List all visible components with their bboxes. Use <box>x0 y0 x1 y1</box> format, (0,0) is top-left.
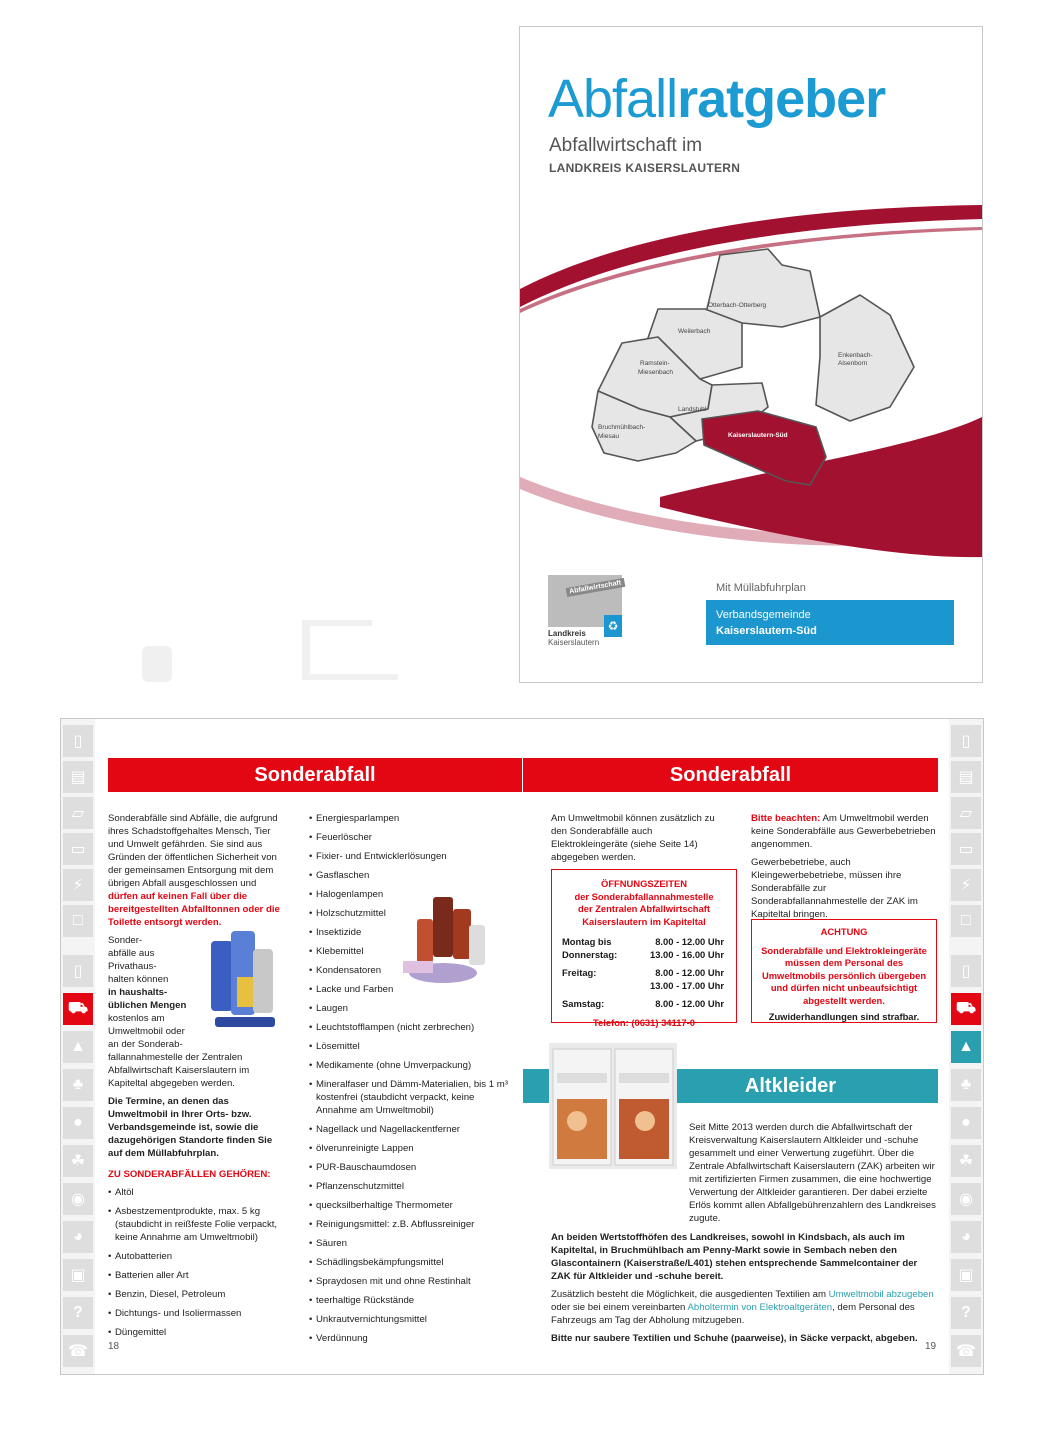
medicine-bottles-photo <box>399 889 499 999</box>
gewerbe-text: Gewerbebetriebe, auch Kleingewerbebetriebe, müssen ihre Sonderabfälle zur Sonderabfallannahmestelle der ZAK im Kapiteltal bringen. <box>751 857 918 920</box>
intro-line: Sonder- <box>108 935 143 946</box>
hours-day: Montag bis <box>562 936 612 947</box>
cover-subtitle-region: LANDKREIS KAISERSLAUTERN <box>549 161 741 175</box>
hours-phone: Telefon: (0631) 34117-0 <box>593 1016 695 1028</box>
question-icon: ? <box>63 1297 93 1329</box>
can-icon: ▭ <box>951 833 981 865</box>
list-item: • Reinigungsmittel: z.B. Abflussreiniger <box>309 1218 509 1231</box>
umweltmobil-link[interactable]: Umweltmobil abzugeben <box>828 1289 934 1300</box>
list-item: • Säuren <box>309 1237 509 1250</box>
phone-icon: ☎ <box>951 1335 981 1367</box>
map-label-otterbach: Otterbach-Otterberg <box>708 302 767 309</box>
bin-icon: ▯ <box>951 955 981 987</box>
map-label-bruchmuehlbach-1: Bruchmühlbach- <box>598 424 646 431</box>
shirt-icon: ▲ <box>951 1031 981 1063</box>
intro-line: an der Sonderab- <box>108 1039 183 1050</box>
bowl-icon: ◕ <box>63 1221 93 1253</box>
umweltmobil-text: Am Umweltmobil können zusätzlich zu den Sonderabfälle auch Elektrokleingeräte (siehe Seite 14) abgegeben werden. <box>551 813 715 863</box>
map-label-enkenbach-1: Enkenbach- <box>838 352 873 359</box>
question-icon: ? <box>951 1297 981 1329</box>
map-label-bruchmuehlbach-2: Miesau <box>598 433 619 440</box>
altkleider-paragraph-1: Seit Mitte 2013 werden durch die Abfallwirtschaft der Kreisverwaltung Kaiserslautern Altkleider und -schuhe gesammelt und einer Verwertung zugeführt. Über die Zentrale Abfallwirtschaft Kaiserslautern (ZAK) arbeiten wir mit zertifizierten Firmen zusammen, die eine hochwertige Verwertung der Altkleider garantieren. Der dabei erzielte Erlös kommt allen Abfallgebührenzahlern des Landkreises zugute. <box>689 1122 936 1224</box>
intro-line: abfälle aus <box>108 948 155 959</box>
bin-icon: ▯ <box>63 725 93 757</box>
altkleider-paragraph-3 <box>551 1288 937 1327</box>
truck-icon: ⛟ <box>63 993 93 1025</box>
intro-line: fallannahmestelle der Zentralen Abfallwirtschaft Kaiserslautern im Kapiteltal abgegeben werden. <box>108 1052 250 1089</box>
bin-icon: ▯ <box>951 725 981 757</box>
list-item: • Kondensatoren <box>309 964 509 977</box>
hours-day: Donnerstag: <box>562 948 618 960</box>
cover-title-bold: ratgeber <box>677 69 886 129</box>
hours-day <box>562 980 650 993</box>
logo-tag: Abfallwirtschaft <box>566 578 625 597</box>
achtung-box <box>751 919 937 1023</box>
opening-hours-box <box>551 869 737 1028</box>
cover-year <box>896 511 943 535</box>
factory-icon: ▣ <box>63 1259 93 1291</box>
drop-icon: ● <box>63 1107 93 1139</box>
page-number-right: 19 <box>925 1341 937 1352</box>
list-item: • Verdünnung <box>309 1332 509 1345</box>
alt-p3-text: Zusätzlich besteht die Möglichkeit, die ausgedienten Textilien am <box>551 1289 829 1300</box>
spray-cans-photo <box>201 919 291 1039</box>
list-item: • Lösemittel <box>309 1040 509 1053</box>
list-item: • Batterien aller Art <box>108 1269 288 1282</box>
termine-paragraph: Die Termine, an denen das Umweltmobil in Ihrer Orts- bzw. Verbandsgemeinde ist, sowie die dazugehörigen Standorte finden Sie auf dem Müllabfuhrplan. <box>108 1096 273 1159</box>
bag-icon: □ <box>63 905 93 937</box>
bitte-label: Bitte beachten: <box>751 813 821 824</box>
recycle-bin-icon: ♻ <box>604 615 622 637</box>
hours-time: 8.00 - 12.00 Uhr <box>655 967 725 978</box>
list-item: • Spraydosen mit und ohne Restinhalt <box>309 1275 509 1288</box>
logo-line1: Landkreis <box>548 629 586 638</box>
tree-icon: ♣ <box>63 1069 93 1101</box>
list-item: • Klebemittel <box>309 945 509 958</box>
page-number-left: 18 <box>108 1341 120 1352</box>
list-item: • Halogenlampen <box>309 888 509 901</box>
list-item: • Holzschutzmittel <box>309 907 509 920</box>
right-heading: Sonderabfall <box>669 763 792 786</box>
hours-subtitle: Kaiserslautern im Kapiteltal <box>582 915 706 927</box>
bin-icon: ▯ <box>63 955 93 987</box>
hours-day: Freitag: <box>562 967 597 978</box>
list-item: • Schädlingsbekämpfungsmittel <box>309 1256 509 1269</box>
map-label-enkenbach-2: Alsenborn <box>838 360 868 367</box>
logo-line2: Kaiserslautern <box>548 638 600 647</box>
cover-title <box>548 69 885 129</box>
list-item: • Autobatterien <box>108 1250 288 1263</box>
intro-line: halten können <box>108 974 169 985</box>
map-label-ramstein-2: Miesenbach <box>638 369 674 376</box>
alt-p3-text: , dem Personal des Fahrzeugs am Tag der Abholung mitzugeben. <box>551 1302 915 1326</box>
left-column-1 <box>108 812 288 1345</box>
bitte-text: Am Umweltmobil werden keine Sonderabfälle aus Gewerbebetrieben angenommen. <box>751 813 936 850</box>
cover-vg-line2: Kaiserslautern-Süd <box>716 625 817 637</box>
list-item: • Asbestzementprodukte, max. 5 kg (staubdicht in reißfeste Folie verpackt, keine Annahme am Umweltmobil) <box>108 1205 288 1244</box>
right-heading-banner <box>523 758 938 792</box>
list-item: • Pflanzenschutzmittel <box>309 1180 509 1193</box>
cover-mit-plan: Mit Müllabfuhrplan <box>716 582 806 594</box>
intro-line: kostenlos am <box>108 1013 165 1024</box>
intro-warning: dürfen auf keinen Fall über die bereitgestellten Abfalltonnen oder die Toilette entsorgt werden. <box>108 891 280 928</box>
list-item: • Fixier- und Entwicklerlösungen <box>309 850 509 863</box>
bottle-icon: ▱ <box>951 797 981 829</box>
landkreis-logo <box>548 575 622 647</box>
hours-subtitle: der Zentralen Abfallwirtschaft <box>578 903 710 914</box>
achtung-text: Sonderabfälle und Elektrokleingeräte müssen dem Personal des Umweltmobils persönlich übergeben und dürfen nicht unbeaufsichtigt abgestellt werden. <box>761 944 927 1006</box>
paper-icon: ▤ <box>63 761 93 793</box>
intro-line: Privathaus- <box>108 961 157 972</box>
altkleider-paragraph-2: An beiden Wertstoffhöfen des Landkreises, sowohl in Kindsbach, als auch im Kapiteltal, in Bruchmühlbach am Penny-Markt sowie in Sembach neben den Glascontainern (Kaiserstraße/L401) stehen entsprechende Sammelcontainer der ZAK für Altkleider und -schuhe bereit. <box>551 1232 918 1282</box>
achtung-penalty: Zuwiderhandlungen sind strafbar. <box>768 1011 920 1022</box>
brochure-spread <box>60 718 984 1375</box>
cover-subtitle: Abfallwirtschaft im <box>549 135 703 156</box>
list-item: • Laugen <box>309 1002 509 1015</box>
hours-time: 8.00 - 12.00 Uhr <box>655 936 725 947</box>
tree-icon: ♣ <box>951 1069 981 1101</box>
sonderabfall-list-a <box>108 1186 288 1339</box>
list-item: • teerhaltige Rückstände <box>309 1294 509 1307</box>
list-item: • PUR-Bauschaumdosen <box>309 1161 509 1174</box>
list-item: • Düngemittel <box>108 1326 288 1339</box>
list-item: • Gasflaschen <box>309 869 509 882</box>
umweltmobil-paragraph <box>551 812 731 869</box>
right-tab-strip <box>949 719 983 1374</box>
factory-icon: ▣ <box>951 1259 981 1291</box>
plug-icon: ⚡ <box>63 869 93 901</box>
intro-line: Umweltmobil oder <box>108 1026 185 1037</box>
list-item: • Medikamente (ohne Umverpackung) <box>309 1059 509 1072</box>
leaf-icon: ☘ <box>63 1145 93 1177</box>
cover-year-suffix: 18 <box>919 511 943 534</box>
list-item: • Altöl <box>108 1186 288 1199</box>
shirt-icon: ▲ <box>63 1031 93 1063</box>
bowl-icon: ◕ <box>951 1221 981 1253</box>
altkleider-paragraph-4: Bitte nur saubere Textilien und Schuhe (paarweise), in Säcke verpackt, abgeben. <box>551 1333 918 1344</box>
intro-text: Sonderabfälle sind Abfälle, die aufgrund ihres Schadstoffgehaltes Mensch, Tier und Umwelt gefährden. Sie sind aus Gründen der öffentlichen Sicherheit von der gemeinsamen Entsorgung mit dem übrigen Abfall ausgeschlossen und <box>108 813 278 889</box>
alt-p3-text: oder sie bei einem vereinbarten <box>551 1302 688 1313</box>
mouse-icon: ◉ <box>951 1183 981 1215</box>
phone-icon: ☎ <box>63 1335 93 1367</box>
faint-background-marks <box>130 618 430 698</box>
map-label-landstuhl: Landstuhl <box>678 406 707 413</box>
brochure-cover <box>519 26 983 683</box>
list-item: • Insektizide <box>309 926 509 939</box>
list-item: • Mineralfaser und Dämm-Materialien, bis 1 m³ kostenfrei (staubdicht verpackt, keine Annahme am Umweltmobil) <box>309 1078 509 1117</box>
list-item: • Dichtungs- und Isoliermassen <box>108 1307 288 1320</box>
list-item: • Feuerlöscher <box>309 831 509 844</box>
hours-subtitle: der Sonderabfallannahmestelle <box>574 890 714 902</box>
left-heading: Sonderabfall <box>254 763 376 786</box>
truck-icon: ⛟ <box>951 993 981 1025</box>
zu-heading: ZU SONDERABFÄLLEN GEHÖREN: <box>108 1169 271 1180</box>
map-label-ramstein-1: Ramstein- <box>640 360 670 367</box>
hours-title: ÖFFNUNGSZEITEN <box>601 878 687 889</box>
mouse-icon: ◉ <box>63 1183 93 1215</box>
can-icon: ▭ <box>63 833 93 865</box>
cover-vg-line1: Verbandsgemeinde <box>716 609 811 621</box>
cover-year-prefix: 20 <box>896 511 920 534</box>
plug-icon: ⚡ <box>951 869 981 901</box>
hours-day: Samstag: <box>562 998 605 1009</box>
list-item: • Lacke und Farben <box>309 983 509 996</box>
cover-verbandsgemeinde-box <box>706 600 954 645</box>
abholtermin-link[interactable]: Abholtermin von Elektroaltgeräten <box>687 1302 833 1313</box>
paper-icon: ▤ <box>951 761 981 793</box>
intro-line: in haushalts- <box>108 987 168 998</box>
list-item: • Unkrautvernichtungsmittel <box>309 1313 509 1326</box>
bitte-beachten-column <box>751 812 937 926</box>
leaf-icon: ☘ <box>951 1145 981 1177</box>
hours-table <box>562 936 726 1011</box>
altkleider-heading: Altkleider <box>744 1074 837 1097</box>
list-item: • Nagellack und Nagellackentferner <box>309 1123 509 1136</box>
bitte-paragraph <box>751 812 937 851</box>
hours-time: 13.00 - 16.00 Uhr <box>650 948 725 960</box>
achtung-title: ACHTUNG <box>820 926 868 937</box>
hours-time: 8.00 - 12.00 Uhr <box>655 998 725 1009</box>
left-tab-strip <box>61 719 95 1374</box>
altkleider-text <box>551 1121 937 1350</box>
cover-title-light: Abfall <box>548 69 678 129</box>
list-item: • Benzin, Diesel, Petroleum <box>108 1288 288 1301</box>
list-item: • Energiesparlampen <box>309 812 509 825</box>
list-item: • ölverunreinigte Lappen <box>309 1142 509 1155</box>
bottle-icon: ▱ <box>63 797 93 829</box>
intro-line: üblichen Mengen <box>108 1000 187 1011</box>
left-heading-banner <box>108 758 522 792</box>
hours-time: 13.00 - 17.00 Uhr <box>650 979 725 991</box>
map-label-kaiserslautern-sued: Kaiserslautern-Süd <box>728 432 788 439</box>
map-label-weilerbach: Weilerbach <box>678 328 711 335</box>
list-item: • quecksilberhaltige Thermometer <box>309 1199 509 1212</box>
drop-icon: ● <box>951 1107 981 1139</box>
bag-icon: □ <box>951 905 981 937</box>
list-item: • Leuchtstofflampen (nicht zerbrechen) <box>309 1021 509 1034</box>
intro-paragraph <box>108 812 288 929</box>
